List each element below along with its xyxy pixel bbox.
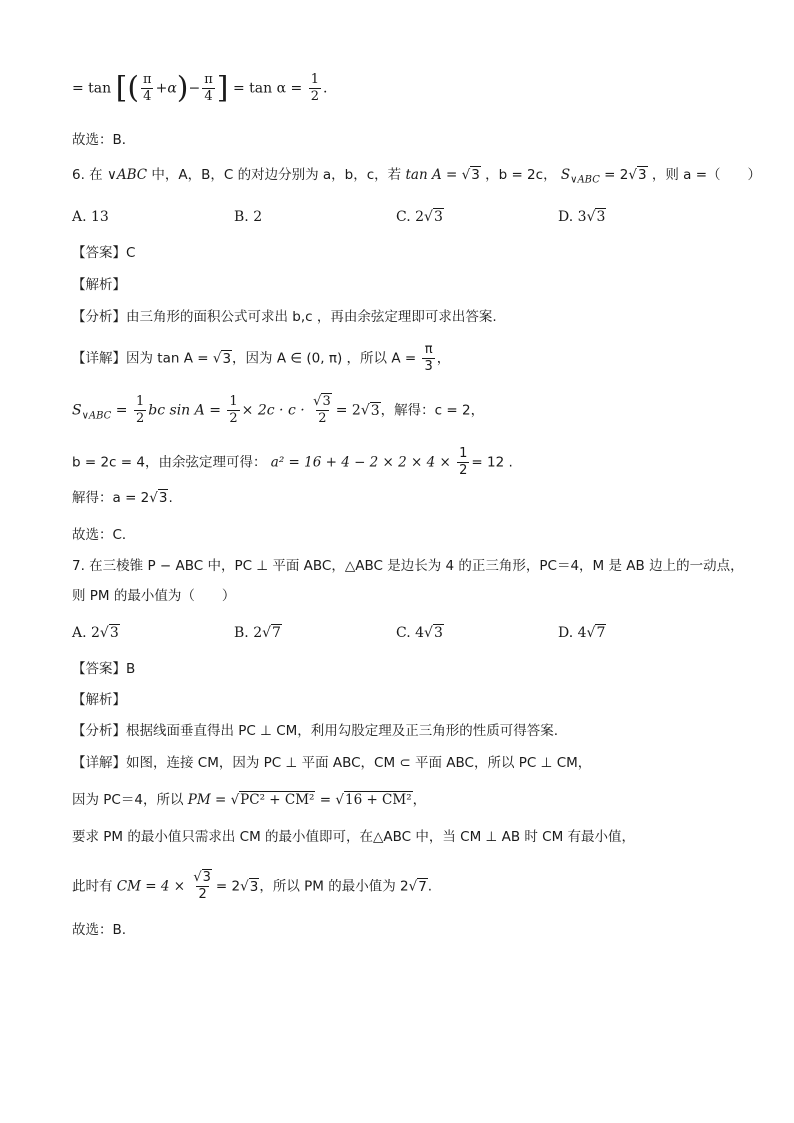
right-bracket: ] (216, 70, 229, 106)
q6-fenxi: 【分析】由三角形的面积公式可求出 b,c ，再由余弦定理即可求出答案. (72, 309, 497, 325)
q7-xiangjie-1: 【详解】如图，连接 CM，因为 PC ⊥ 平面 ABC，CM ⊂ 平面 ABC，所以 PC ⊥ CM， (72, 755, 592, 771)
frac-one-half: $\frac{1}{2}$ (310, 72, 319, 104)
q6-xiangjie-2: $S_{\vee ABC}$ = $\frac{1}{2}$ bc sin A = $\frac{1}{2}$ × 2c · c · $\frac{√3}{2}$ = 2√3，解得：c = 2， (72, 394, 485, 426)
q6-xiangjie-1: 【详解】因为 tan A = √3，因为 A ∈ (0, π) ，所以 A = $\frac{\pi}{3}$ ， (72, 342, 451, 374)
q7-option-a: A. 2√3 (72, 625, 119, 641)
q7-jiexi: 【解析】 (72, 692, 126, 708)
q7-stem-2: 则 PM 的最小值为（ ） (72, 588, 236, 604)
q6-option-d: D. 3√3 (558, 209, 606, 225)
left-bracket: [( (115, 70, 140, 106)
q6-answer: 【答案】C (72, 245, 136, 261)
prev-derivation-line: = tan [( $\frac{\pi}{4}$ +α)− $\frac{\pi}{4}$ ] = tan α = $\frac{1}{2}$ . (72, 70, 328, 106)
q6-option-b: B. 2 (234, 209, 263, 225)
q7-choice: 故选：B. (72, 922, 127, 938)
q6-stem: 6. 在 ∨ABC 中，A，B，C 的对边分别为 a，b，c，若 tan A = √3 ，b = 2c， $S_{\vee ABC} = 2√3$ ，则 a =（ ） (72, 167, 762, 186)
q7-answer: 【答案】B (72, 661, 136, 677)
q7-option-b: B. 2√7 (234, 625, 281, 641)
q7-xiangjie-2: 因为 PC＝4，所以 PM = √PC² + CM² = √16 + CM²， (72, 792, 427, 808)
q7-fenxi: 【分析】根据线面垂直得出 PC ⊥ CM，利用勾股定理及正三角形的性质可得答案. (72, 723, 559, 739)
q6-option-c: C. 2√3 (396, 209, 443, 225)
frac-pi-over-4-b: $\frac{\pi}{4}$ (204, 72, 213, 104)
q6-option-a: A. 13 (72, 209, 109, 225)
q7-option-d: D. 4√7 (558, 625, 606, 641)
q5-choice: 故选：B． (72, 132, 136, 148)
sqrt-3: √3 (461, 167, 480, 183)
q7-xiangjie-4: 此时有 CM = 4 × $\frac{√3}{2}$ = 2√3，所以 PM 的最小值为 2√7. (72, 870, 433, 902)
q7-stem-1: 7. 在三棱锥 P − ABC 中，PC ⊥ 平面 ABC，△ABC 是边长为 4 的正三角形，PC＝4，M 是 AB 边上的一动点， (72, 558, 744, 574)
q7-xiangjie-3: 要求 PM 的最小值只需求出 CM 的最小值即可，在△ABC 中，当 CM ⊥ AB 时 CM 有最小值， (72, 829, 636, 845)
q6-xiangjie-4: 解得：a = 2√3. (72, 490, 173, 506)
q6-xiangjie-3: b = 2c = 4，由余弦定理可得： a² = 16 + 4 − 2 × 2 × 4 × $\frac{1}{2}$ = 12 . (72, 446, 513, 478)
q6-choice: 故选：C． (72, 527, 136, 543)
q7-option-c: C. 4√3 (396, 625, 443, 641)
q6-jiexi: 【解析】 (72, 277, 126, 293)
frac-pi-over-4: $\frac{\pi}{4}$ (143, 72, 152, 104)
